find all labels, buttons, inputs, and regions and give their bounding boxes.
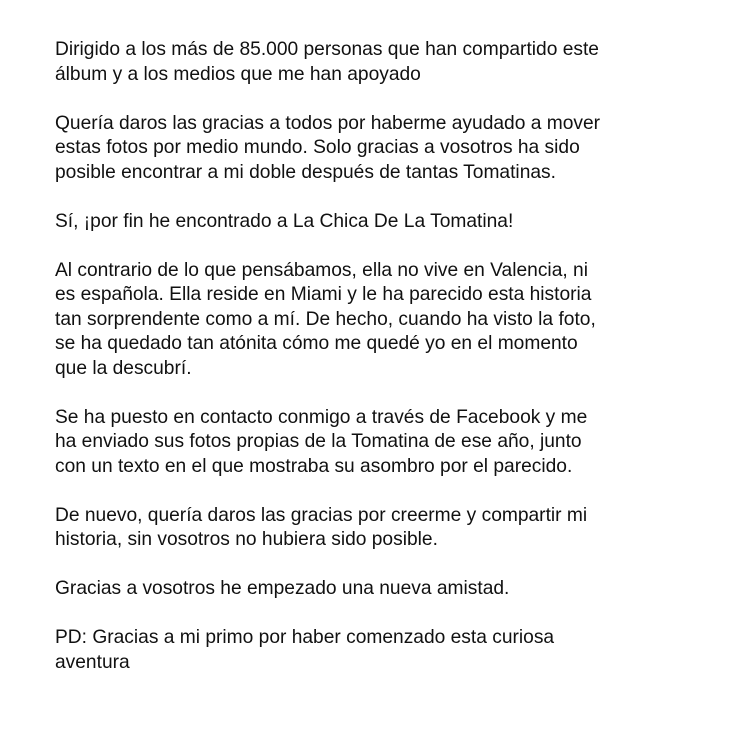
- letter-body: [55, 38, 715, 675]
- text-line: con un texto en el que mostraba su asombro por el parecido.: [55, 455, 573, 477]
- text-line: álbum y a los medios que me han apoyado: [55, 63, 421, 85]
- text-line: historia, sin vosotros no hubiera sido posible.: [55, 529, 438, 550]
- paragraph-postscript: [55, 626, 715, 675]
- text-line: posible encontrar a mi doble después de tantas Tomatinas.: [55, 161, 556, 183]
- paragraph-friendship: [55, 577, 715, 602]
- text-line: De nuevo, quería daros las gracias por creerme y compartir mi: [55, 504, 588, 526]
- paragraph-miami: [55, 259, 715, 382]
- paragraph-thanks-again: [55, 504, 715, 553]
- text-line: es española. Ella reside en Miami y le ha parecido esta historia: [55, 284, 592, 305]
- paragraph-thanks: [55, 112, 715, 186]
- text-line: Quería daros las gracias a todos por haberme ayudado a mover: [55, 112, 601, 134]
- text-line: Sí, ¡por fin he encontrado a La Chica De La Tomatina!: [55, 210, 514, 232]
- text-line: aventura: [55, 651, 130, 673]
- paragraph-found: [55, 210, 715, 235]
- text-line: se ha quedado tan atónita cómo me quedé yo en el momento: [55, 333, 578, 354]
- text-line: Al contrario de lo que pensábamos, ella no vive en Valencia, ni: [55, 259, 588, 281]
- text-line: Dirigido a los más de 85.000 personas que han compartido este: [55, 39, 599, 60]
- text-line: ha enviado sus fotos propias de la Tomatina de ese año, junto: [55, 431, 582, 452]
- text-line: Gracias a vosotros he empezado una nueva amistad.: [55, 578, 510, 599]
- paragraph-contact: [55, 406, 715, 480]
- text-line: tan sorprendente como a mí. De hecho, cuando ha visto la foto,: [55, 308, 596, 330]
- text-line: PD: Gracias a mi primo por haber comenzado esta curiosa: [55, 627, 555, 648]
- text-line: Se ha puesto en contacto conmigo a través de Facebook y me: [55, 406, 588, 428]
- paragraph-dedication: [55, 38, 715, 87]
- text-line: que la descubrí.: [55, 357, 192, 379]
- text-line: estas fotos por medio mundo. Solo gracias a vosotros ha sido: [55, 137, 580, 158]
